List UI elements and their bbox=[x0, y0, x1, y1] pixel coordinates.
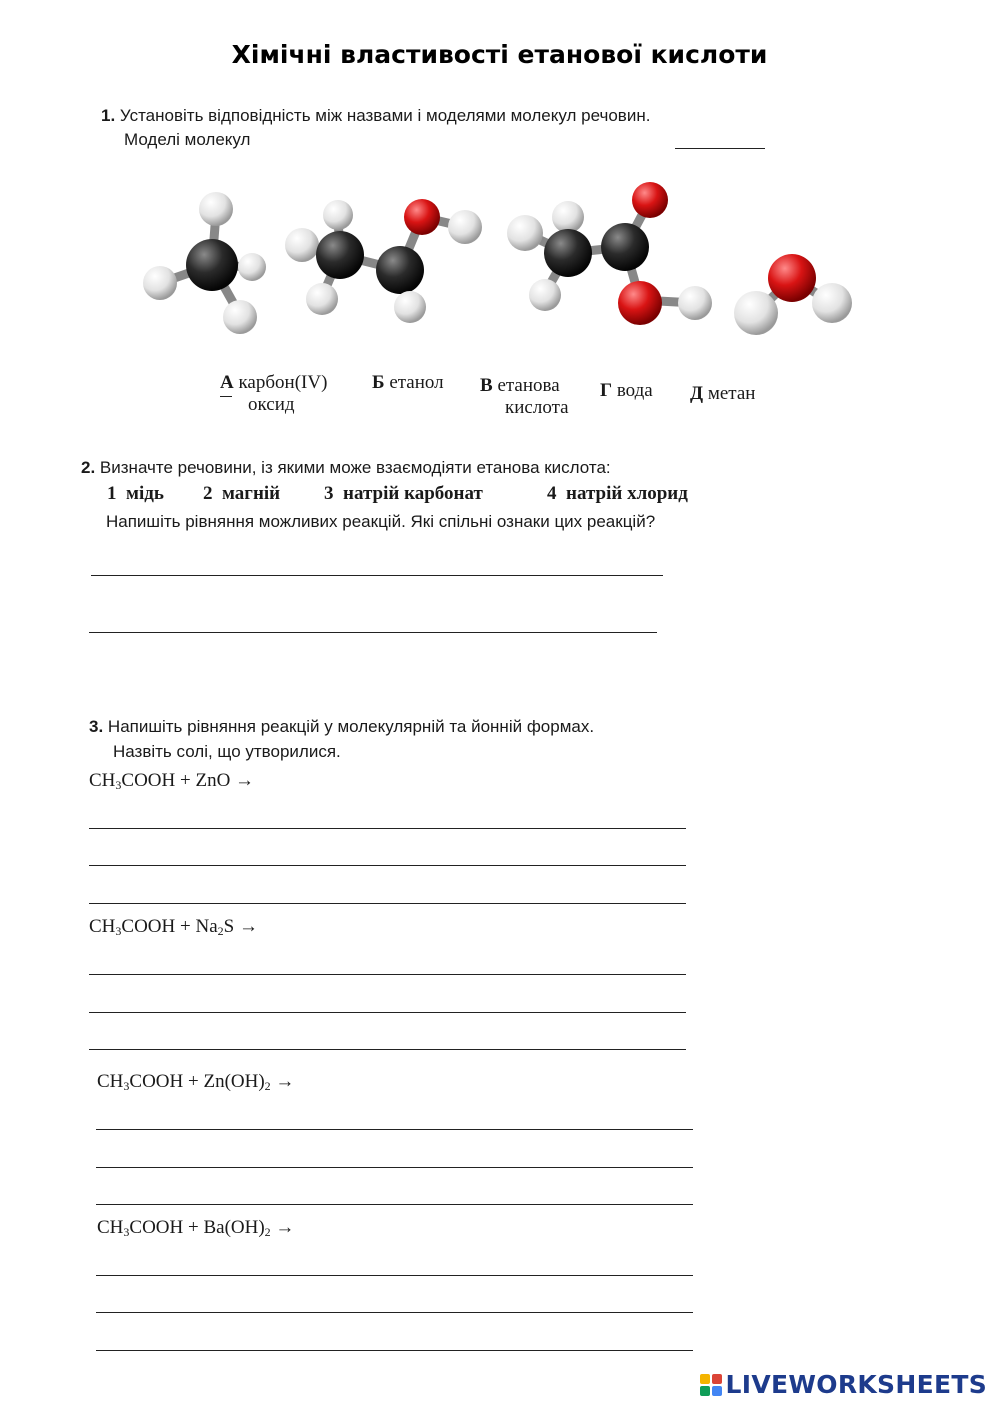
task2-text: Визначте речовини, із якими може взаємодіяти етанова кислота: bbox=[99, 458, 611, 477]
answer-line[interactable] bbox=[96, 1312, 693, 1313]
answer-line[interactable] bbox=[89, 865, 686, 866]
task2-question: Напишіть рівняння можливих реакцій. Які спільні ознаки цих реакцій? bbox=[106, 512, 656, 531]
molecule-models bbox=[130, 175, 870, 355]
option-text-2: оксид bbox=[248, 394, 295, 415]
task1-option-b[interactable] bbox=[372, 372, 444, 394]
option-text: мідь bbox=[126, 483, 164, 504]
formula-part: Zn(OH) bbox=[203, 1071, 265, 1092]
option-letter: Б bbox=[372, 372, 385, 393]
option-letter: В bbox=[480, 375, 493, 396]
answer-line[interactable] bbox=[220, 396, 232, 397]
formula-part: ZnO bbox=[195, 770, 231, 791]
methane-model[interactable] bbox=[143, 192, 266, 334]
formula-part: Na bbox=[195, 916, 218, 937]
formula-part: COOH bbox=[129, 1071, 184, 1092]
formula-part: S bbox=[223, 916, 235, 937]
formula-part: COOH bbox=[121, 916, 176, 937]
formula-subscript: 3 bbox=[115, 778, 122, 792]
option-text-2: кислота bbox=[505, 397, 569, 418]
arrow-icon: → bbox=[235, 770, 255, 791]
option-letter: Г bbox=[600, 380, 613, 401]
option-letter: Д bbox=[690, 383, 704, 404]
answer-line[interactable] bbox=[89, 632, 657, 633]
option-letter: А bbox=[220, 372, 234, 393]
brand-name: LIVEWORKSHEETS bbox=[725, 1370, 987, 1399]
task2-option-2[interactable] bbox=[203, 483, 280, 505]
formula-part: CH bbox=[97, 1217, 124, 1238]
formula-part: CH bbox=[89, 770, 116, 791]
answer-line[interactable] bbox=[89, 828, 686, 829]
answer-line[interactable] bbox=[96, 1350, 693, 1351]
task3-subtext: Назвіть солі, що утворилися. bbox=[113, 742, 341, 761]
task3-number: 3. bbox=[89, 717, 104, 736]
arrow-icon: → bbox=[238, 916, 258, 937]
task1-option-d[interactable] bbox=[600, 380, 653, 402]
option-text: магній bbox=[222, 483, 281, 504]
answer-line[interactable] bbox=[89, 1049, 686, 1050]
formula-part: CH bbox=[97, 1071, 124, 1092]
task2-number: 2. bbox=[81, 458, 96, 477]
formula-part: COOH bbox=[129, 1217, 184, 1238]
answer-line[interactable] bbox=[675, 148, 765, 149]
task1-option-a[interactable] bbox=[220, 372, 327, 416]
plus-sign: + bbox=[188, 1071, 199, 1092]
ethanol-model[interactable] bbox=[285, 199, 482, 323]
formula-subscript: 3 bbox=[123, 1079, 130, 1093]
reaction-2 bbox=[89, 916, 258, 938]
answer-line[interactable] bbox=[89, 974, 686, 975]
answer-line[interactable] bbox=[89, 903, 686, 904]
arrow-icon: → bbox=[275, 1217, 295, 1238]
option-number: 2 bbox=[203, 483, 213, 504]
option-text: метан bbox=[707, 383, 756, 404]
answer-line[interactable] bbox=[96, 1204, 693, 1205]
formula-part: COOH bbox=[121, 770, 176, 791]
reaction-4 bbox=[97, 1217, 294, 1239]
formula-part: Ba(OH) bbox=[203, 1217, 265, 1238]
arrow-icon: → bbox=[275, 1071, 295, 1092]
task1-subtitle: Моделі молекул bbox=[124, 130, 251, 149]
option-text: етанол bbox=[389, 372, 444, 393]
option-text: карбон(IV) bbox=[238, 372, 328, 393]
option-text: етанова bbox=[497, 375, 560, 396]
answer-line[interactable] bbox=[96, 1129, 693, 1130]
option-number: 4 bbox=[547, 483, 557, 504]
answer-line[interactable] bbox=[96, 1167, 693, 1168]
task1-option-e[interactable] bbox=[690, 383, 755, 405]
task1-text: Установіть відповідність між назвами і моделями молекул речовин. bbox=[119, 106, 651, 125]
reaction-3 bbox=[97, 1071, 294, 1093]
reaction-1 bbox=[89, 770, 254, 792]
task2-option-1[interactable] bbox=[107, 483, 164, 505]
formula-subscript: 3 bbox=[123, 1225, 130, 1239]
task3-heading bbox=[89, 717, 594, 737]
page-title: Хімічні властивості етанової кислоти bbox=[231, 40, 768, 69]
task2-heading bbox=[81, 458, 611, 478]
formula-subscript: 2 bbox=[264, 1225, 271, 1239]
option-text: вода bbox=[616, 380, 653, 401]
option-number: 1 bbox=[107, 483, 117, 504]
acetic-acid-model[interactable] bbox=[507, 182, 712, 325]
task3-text: Напишіть рівняння реакцій у молекулярній та йонній формах. bbox=[107, 717, 595, 736]
water-model[interactable] bbox=[734, 254, 852, 335]
option-number: 3 bbox=[324, 483, 334, 504]
task2-option-3[interactable] bbox=[324, 483, 483, 505]
option-text: натрій карбонат bbox=[343, 483, 483, 504]
task1-heading bbox=[101, 106, 650, 126]
plus-sign: + bbox=[180, 770, 191, 791]
plus-sign: + bbox=[180, 916, 191, 937]
liveworksheets-logo bbox=[700, 1370, 987, 1399]
logo-icon bbox=[700, 1374, 722, 1396]
task1-option-c[interactable] bbox=[480, 375, 569, 419]
answer-line[interactable] bbox=[91, 575, 663, 576]
formula-subscript: 2 bbox=[264, 1079, 271, 1093]
formula-subscript: 2 bbox=[217, 924, 224, 938]
option-text: натрій хлорид bbox=[566, 483, 688, 504]
formula-part: CH bbox=[89, 916, 116, 937]
answer-line[interactable] bbox=[89, 1012, 686, 1013]
formula-subscript: 3 bbox=[115, 924, 122, 938]
task2-option-4[interactable] bbox=[547, 483, 688, 505]
answer-line[interactable] bbox=[96, 1275, 693, 1276]
task1-number: 1. bbox=[101, 106, 116, 125]
plus-sign: + bbox=[188, 1217, 199, 1238]
